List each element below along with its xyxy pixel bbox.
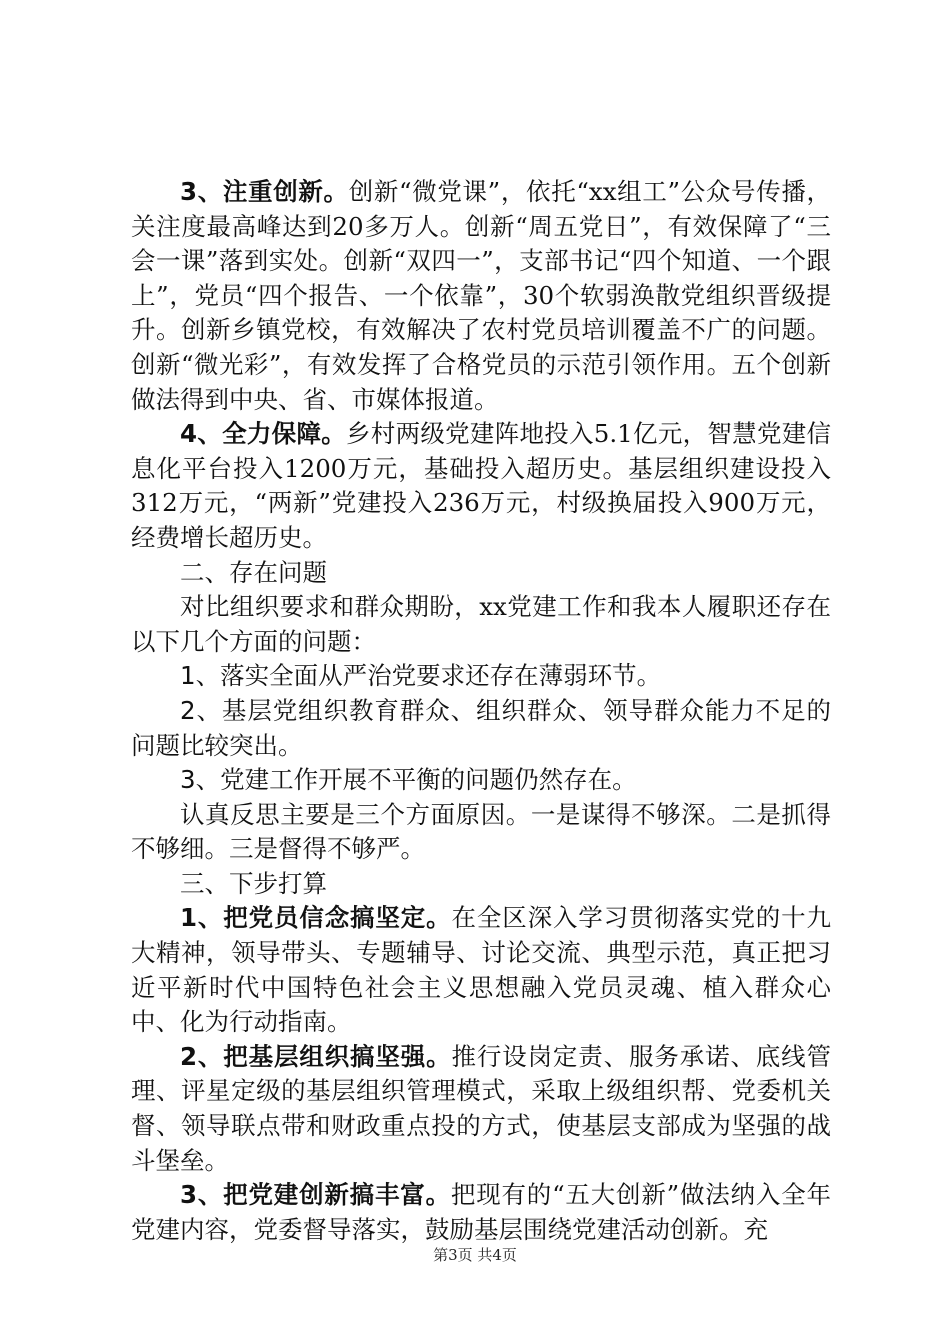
plan-text: 把现有的“五大创新”做法纳入全年党建内容，党委督导落实，鼓励基层围绕党建活动创新。充 bbox=[131, 1180, 831, 1244]
plan-text: 推行设岗定责、服务承诺、底线管理、评星定级的基层组织管理模式，采取上级组织帮、党委机关督、领导联点带和财政重点投的方式，使基层支部成为坚强的战斗堡垒。 bbox=[131, 1041, 832, 1175]
plan-lead: 3、把党建创新搞丰富。 bbox=[180, 1180, 451, 1210]
problem-item: 2、基层党组织教育群众、组织群众、领导群众能力不足的问题比较突出。 bbox=[131, 695, 831, 760]
plan-lead: 2、把基层组织搞坚强。 bbox=[180, 1041, 452, 1071]
paragraph-guarantee bbox=[131, 417, 831, 555]
paragraph-text: 乡村两级党建阵地投入5.1亿元，智慧党建信息化平台投入1200万元，基础投入超历史。基层组织建设投入312万元，“两新”党建投入236万元，村级换届投入900万元，经费增长超历史。 bbox=[131, 419, 832, 552]
section-heading-next-steps: 三、下步打算 bbox=[180, 868, 327, 898]
paragraph-lead: 3、注重创新。 bbox=[180, 177, 349, 206]
plan-text: 在全区深入学习贯彻落实党的十九大精神，领导带头、专题辅导、讨论交流、典型示范，真正把习近平新时代中国特色社会主义思想融入党员灵魂、植入群众心中、化为行动指南。 bbox=[131, 903, 832, 1037]
problem-item: 1、落实全面从严治党要求还存在薄弱环节。 bbox=[180, 661, 662, 691]
paragraph-lead: 4、全力保障。 bbox=[180, 419, 347, 449]
problems-intro: 对比组织要求和群众期盼，xx党建工作和我本人履职还存在以下几个方面的问题： bbox=[131, 592, 831, 656]
paragraph-innovation bbox=[131, 175, 831, 417]
paragraph-text: 创新“微党课”，依托“xx组工”公众号传播，关注度最高峰达到20多万人。创新“周五党日”，有效保障了“三会一课”落到实处。创新“双四一”，支部书记“四个知道、一个跟上”，党员“四个报告、一个依靠”，30个软弱涣散党组织晋级提升。创新乡镇党校，有效解决了农村党员培训覆盖不广的问题。创新“微光彩”，有效发挥了合格党员的示范引领作用。五个创新做法得到中央、省、市媒体报道。 bbox=[131, 177, 832, 414]
section-heading-problems: 二、存在问题 bbox=[180, 557, 327, 587]
plan-lead: 1、把党员信念搞坚定。 bbox=[180, 903, 452, 933]
document-body bbox=[131, 175, 831, 1247]
reflection-paragraph: 认真反思主要是三个方面原因。一是谋得不够深。二是抓得不够细。三是督得不够严。 bbox=[131, 799, 831, 864]
page-footer: 第3页 共4页 bbox=[433, 1246, 517, 1264]
plan-item bbox=[131, 1040, 831, 1178]
plan-item bbox=[131, 901, 831, 1039]
problem-item: 3、党建工作开展不平衡的问题仍然存在。 bbox=[180, 765, 637, 795]
plan-item bbox=[131, 1178, 831, 1247]
